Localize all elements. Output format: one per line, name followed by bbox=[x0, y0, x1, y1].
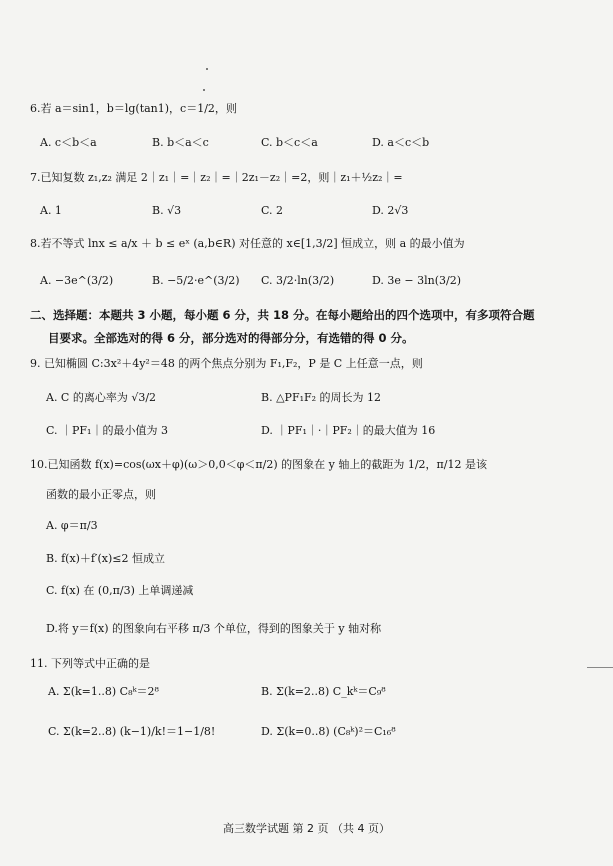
q10-option-d: D.将 y＝f(x) 的图象向右平移 π/3 个单位，得到的图象关于 y 轴对称 bbox=[46, 622, 382, 635]
q7-option-d: D. 2√3 bbox=[372, 204, 409, 217]
q8-option-a: A. −3e^(3/2) bbox=[40, 274, 114, 287]
question-9-stem: 9. 已知椭圆 C:3x²＋4y²＝48 的两个焦点分别为 F₁,F₂，P 是 C 上任意一点，则 bbox=[30, 357, 423, 370]
question-10-stem-line-1: 10.已知函数 f(x)=cos(ωx＋φ)(ω＞0,0＜φ＜π/2) 的图象在 y 轴上的截距为 1/2，π/12 是该 bbox=[30, 458, 487, 471]
q11-option-b: B. Σ(k=2..8) C_kᵏ＝C₉⁸ bbox=[261, 685, 386, 698]
question-8-stem: 8.若不等式 lnx ≤ a/x ＋ b ≤ eˣ (a,b∈R) 对任意的 x∈[1,3/2] 恒成立，则 a 的最小值为 bbox=[30, 237, 465, 250]
question-6-stem: 6.若 a＝sin1，b＝lg(tan1)，c＝1/2，则 bbox=[30, 102, 237, 115]
section-header-line-2: 目要求。全部选对的得 6 分，部分选对的得部分分，有选错的得 0 分。 bbox=[48, 331, 414, 345]
q6-option-c: C. b＜c＜a bbox=[261, 136, 318, 149]
q11-option-a: A. Σ(k=1..8) C₈ᵏ＝2⁸ bbox=[48, 685, 159, 698]
q8-option-d: D. 3e − 3ln(3/2) bbox=[372, 274, 462, 287]
q9-option-a: A. C 的离心率为 √3/2 bbox=[46, 391, 157, 404]
q6-option-a: A. c＜b＜a bbox=[40, 136, 97, 149]
q10-option-b: B. f(x)＋f′(x)≤2 恒成立 bbox=[46, 552, 166, 565]
q10-option-a: A. φ＝π/3 bbox=[46, 519, 98, 532]
scan-edge-mark bbox=[587, 667, 613, 668]
q7-option-a: A. 1 bbox=[40, 204, 62, 217]
q9-option-c: C. ｜PF₁｜的最小值为 3 bbox=[46, 424, 168, 437]
q9-option-d: D. ｜PF₁｜·｜PF₂｜的最大值为 16 bbox=[261, 424, 436, 437]
question-7-stem: 7.已知复数 z₁,z₂ 满足 2｜z₁｜=｜z₂｜=｜2z₁－z₂｜=2，则｜z₁＋½z₂｜= bbox=[30, 171, 403, 184]
q11-option-d: D. Σ(k=0..8) (C₈ᵏ)²＝C₁₆⁸ bbox=[261, 725, 396, 738]
q7-option-b: B. √3 bbox=[152, 204, 182, 217]
question-11-stem: 11. 下列等式中正确的是 bbox=[30, 657, 150, 670]
question-10-stem-line-2: 函数的最小正零点，则 bbox=[46, 488, 156, 501]
q6-option-d: D. a＜c＜b bbox=[372, 136, 430, 149]
q8-option-c: C. 3/2·ln(3/2) bbox=[261, 274, 335, 287]
q11-option-c: C. Σ(k=2..8) (k−1)/k!＝1−1/8! bbox=[48, 725, 216, 738]
page-footer: 高三数学试题 第 2 页 （共 4 页） bbox=[223, 822, 390, 835]
q9-option-b: B. △PF₁F₂ 的周长为 12 bbox=[261, 391, 382, 404]
q7-option-c: C. 2 bbox=[261, 204, 284, 217]
q8-option-b: B. −5/2·e^(3/2) bbox=[152, 274, 240, 287]
q6-option-b: B. b＜a＜c bbox=[152, 136, 209, 149]
section-header-line-1: 二、选择题：本题共 3 小题，每小题 6 分，共 18 分。在每小题给出的四个选项中，有多项符合题 bbox=[30, 308, 535, 322]
scan-speck bbox=[206, 68, 208, 70]
q10-option-c: C. f(x) 在 (0,π/3) 上单调递减 bbox=[46, 584, 194, 597]
scan-speck bbox=[203, 89, 205, 91]
